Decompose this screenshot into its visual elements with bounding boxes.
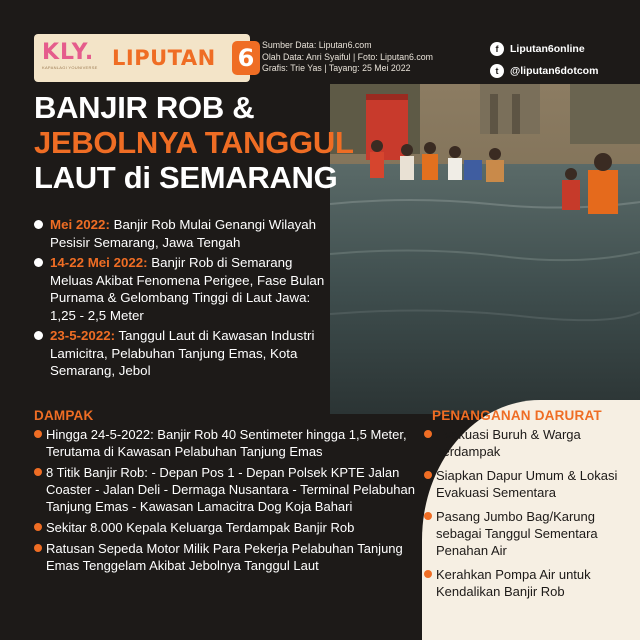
header-bar	[0, 0, 640, 90]
timeline-item	[34, 216, 334, 251]
credit-graphic-date: Grafis: Trie Yas | Tayang: 25 Mei 2022	[262, 63, 411, 73]
dampak-heading: DAMPAK	[34, 408, 94, 423]
social-facebook[interactable]	[490, 38, 630, 60]
emergency-item: Siapkan Dapur Umum & Lokasi Evakuasi Sementara	[424, 467, 624, 501]
timeline-date: 14-22 Mei 2022:	[50, 255, 148, 270]
dampak-item: Sekitar 8.000 Kepala Keluarga Terdampak Banjir Rob	[34, 519, 424, 536]
twitter-handle[interactable]: @liputan6dotcom	[510, 65, 599, 77]
dampak-item: Hingga 24-5-2022: Banjir Rob 40 Sentimeter hingga 1,5 Meter, Terutama di Kawasan Pelabuhan Tanjung Emas	[34, 426, 424, 460]
timeline-item	[34, 254, 334, 324]
timeline-text: Banjir Rob di Semarang Meluas Akibat Fenomena Perigee, Fase Bulan Purnama & Gelombang Tinggi di Laut Jawa:	[50, 255, 325, 305]
timeline-extra: 1,25 - 2,5 Meter	[50, 307, 144, 323]
timeline-text: Tanggul Laut di Kawasan Industri Lamicitra, Pelabuhan Tanjung Emas, Kota Semarang, Jebol	[50, 328, 315, 378]
flood-photo	[330, 84, 640, 414]
liputan6-logo-text[interactable]: LIPUTAN	[112, 46, 216, 70]
facebook-icon: f	[490, 42, 504, 56]
social-links	[490, 38, 630, 82]
kly-logo[interactable]	[42, 41, 102, 75]
social-twitter[interactable]	[490, 60, 630, 82]
timeline-text: Banjir Rob Mulai Genangi Wilayah Pesisir Semarang, Jawa Tengah	[50, 217, 317, 250]
headline-line-1: BANJIR ROB &	[34, 90, 255, 125]
credits	[262, 40, 482, 75]
emergency-item: Pasang Jumbo Bag/Karung sebagai Tanggul Sementara Penahan Air	[424, 508, 624, 559]
liputan6-logo-number[interactable]: 6	[232, 41, 260, 75]
credit-source: Sumber Data: Liputan6.com	[262, 40, 372, 50]
kly-tagline: KAPANLAGI YOUNIVERSE	[42, 65, 98, 70]
headline-line-3: LAUT di SEMARANG	[34, 160, 338, 195]
credit-data-photo: Olah Data: Anri Syaiful | Foto: Liputan6.com	[262, 51, 433, 62]
brand-box	[34, 34, 255, 82]
timeline-date: 23-5-2022:	[50, 328, 116, 343]
kly-logo-text: KLY.	[42, 40, 95, 65]
timeline-list	[34, 216, 334, 383]
dampak-item: Ratusan Sepeda Motor Milik Para Pekerja Pelabuhan Tanjung Emas Tenggelam Akibat Jebolnya Tanggul Laut	[34, 540, 424, 574]
emergency-item: Kerahkan Pompa Air untuk Kendalikan Banjir Rob	[424, 566, 624, 600]
timeline-item	[34, 327, 334, 380]
twitter-icon: t	[490, 64, 504, 78]
emergency-heading: PENANGANAN DARURAT	[432, 408, 602, 423]
headline	[34, 90, 354, 195]
facebook-handle[interactable]: Liputan6online	[510, 43, 585, 55]
emergency-item: Evakuasi Buruh & Warga Terdampak	[424, 426, 624, 460]
timeline-date: Mei 2022:	[50, 217, 110, 232]
dampak-list	[34, 426, 424, 578]
headline-line-2: JEBOLNYA TANGGUL	[34, 125, 354, 160]
dampak-item: 8 Titik Banjir Rob: - Depan Pos 1 - Depan Polsek KPTE Jalan Coaster - Jalan Deli - Dermaga Nusantara - Terminal Pelabuhan Tanjung Emas - Kawasan Lamacitra Dog Koja Bahari	[34, 464, 424, 515]
emergency-list	[424, 426, 624, 607]
